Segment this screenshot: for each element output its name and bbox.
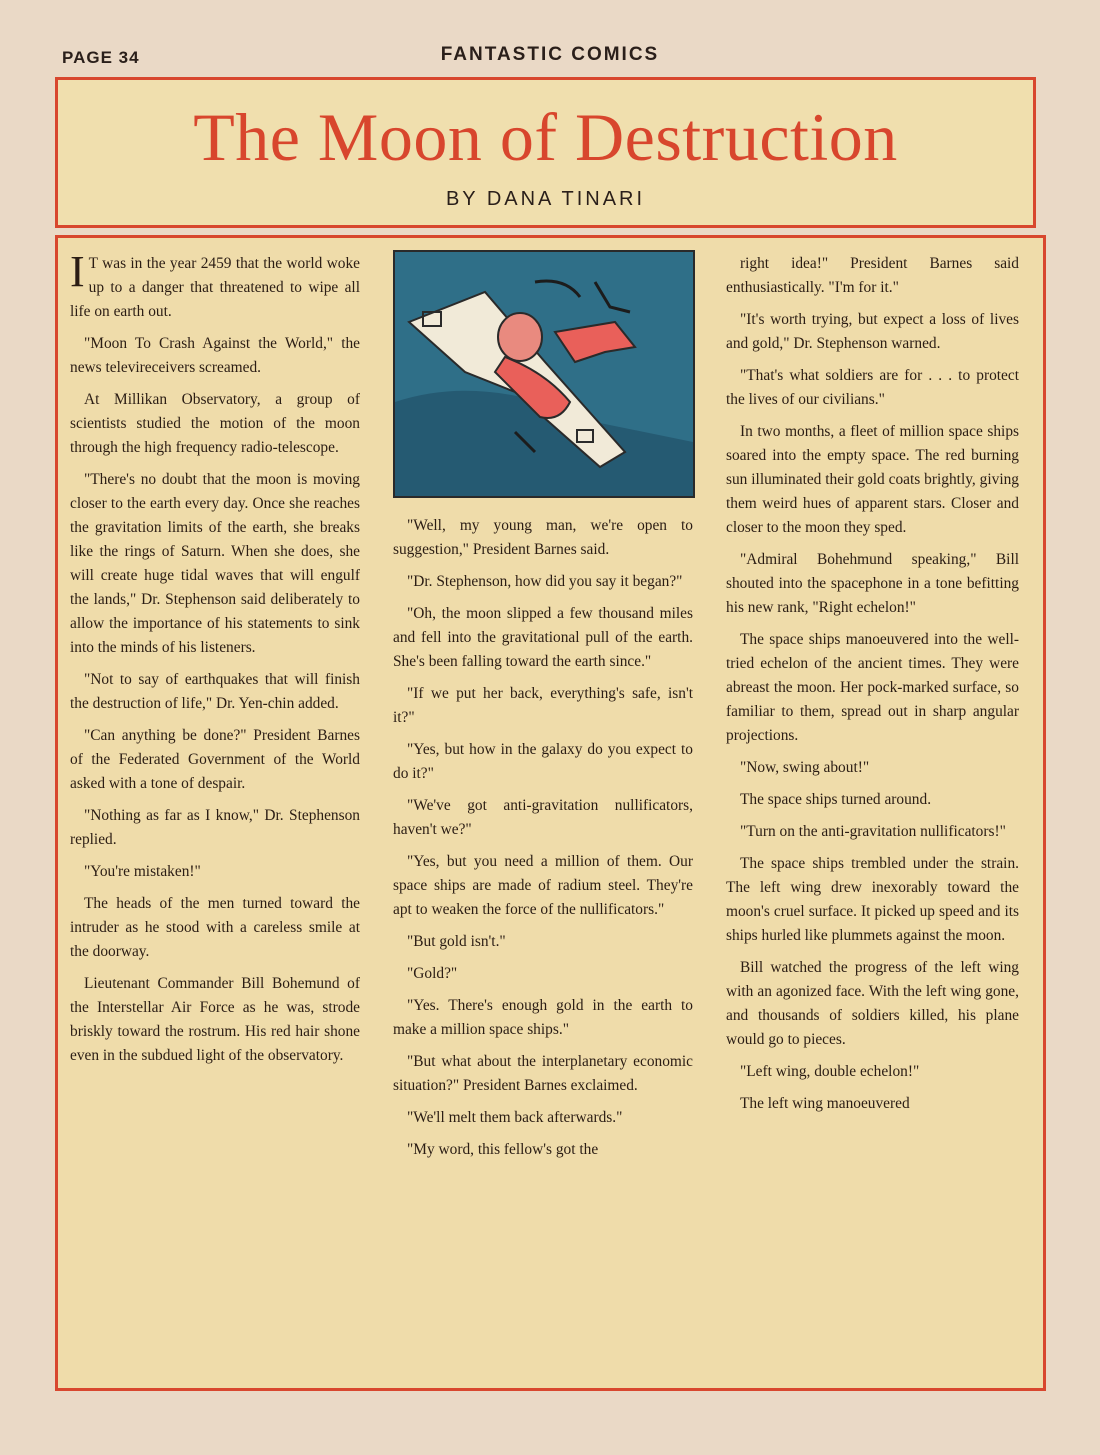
paragraph: "Oh, the moon slipped a few thousand miles and fell into the gravitational pull of the earth. She's been falling toward the earth since." [393,605,693,670]
paragraph: "You're mistaken!" [84,863,201,880]
paragraph: "Yes. There's enough gold in the earth to make a million space ships." [393,997,693,1038]
byline: BY DANA TINARI [445,188,646,210]
paragraph: The heads of the men turned toward the intruder as he stood with a careless smile at the doorway. [70,895,360,960]
paragraph: The left wing manoeuvered [740,1095,910,1112]
column-1 [70,247,360,1076]
paragraph: "We'll melt them back afterwards." [407,1109,623,1126]
opening-paragraph [70,247,360,324]
paragraph: At Millikan Observatory, a group of scientists studied the motion of the moon through the high frequency radio-telescope. [70,391,360,456]
paragraph: "There's no doubt that the moon is moving closer to the earth every day. Once she reaches the gravitation limits of the earth, she breaks like the rings of Saturn. When she does, she will create huge tidal waves that will engulf the lands," Dr. Stephenson said deliberately to allow the importance of his statements to sink into the minds of his listeners. [70,471,360,656]
paragraph: "Yes, but how in the galaxy do you expect to do it?" [393,741,693,782]
page-header [0,0,1100,80]
paragraph: "Dr. Stephenson, how did you say it began?" [407,573,683,590]
paragraph: "It's worth trying, but expect a loss of lives and gold," Dr. Stephenson warned. [726,311,1019,352]
story-title: The Moon of Destruction [193,99,898,175]
paragraph: "That's what soldiers are for . . . to protect the lives of our civilians." [726,367,1019,408]
column-3 [726,252,1019,1124]
paragraph: The space ships turned around. [740,791,932,808]
paragraph: "Admiral Bohehmund speaking," Bill shouted into the spacephone in a tone befitting his new rank, "Right echelon!" [726,551,1019,616]
paragraph: In two months, a fleet of million space ships soared into the empty space. The red burning sun illuminated their gold coats brightly, giving them weird hues of apparent stars. Closer and closer to the moon they sped. [726,423,1019,536]
column-2-paragraphs [393,514,693,1162]
paragraph: "Well, my young man, we're open to suggestion," President Barnes said. [393,517,693,558]
paragraph: The space ships manoeuvered into the well-tried echelon of the ancient times. They were abreast the moon. Her pock-marked surface, so familiar to them, spread out in sharp angular projections. [726,631,1019,744]
paragraph: "My word, this fellow's got the [407,1141,599,1158]
story-body [55,235,1046,1391]
column-1-paragraphs [70,332,360,1068]
paragraph: "Now, swing about!" [740,759,870,776]
magazine-title: FANTASTIC COMICS [440,44,660,65]
page-number: PAGE 34 [62,48,140,67]
story-illustration [393,250,695,498]
paragraph: "Moon To Crash Against the World," the news televireceivers screamed. [70,335,360,376]
column-2 [393,250,693,1170]
paragraph: The space ships trembled under the strain. The left wing drew inexorably toward the moon's cruel surface. It picked up speed and its ships hurled like plummets against the moon. [726,855,1019,944]
paragraph: right idea!" President Barnes said enthusiastically. "I'm for it." [726,255,1019,296]
paragraph: Lieutenant Commander Bill Bohemund of the Interstellar Air Force as he was, strode briskly toward the rostrum. His red hair shone even in the subdued light of the observatory. [70,975,360,1064]
paragraph: Bill watched the progress of the left wing with an agonized face. With the left wing gone, and thousands of soldiers killed, his plane would go to pieces. [726,959,1019,1048]
paragraph: "But gold isn't." [407,933,506,950]
drop-cap: I [70,247,85,296]
title-box [55,77,1036,228]
paragraph: "Can anything be done?" President Barnes of the Federated Government of the World asked with a tone of despair. [70,727,360,792]
paragraph: "Left wing, double echelon!" [740,1063,920,1080]
paragraph: "Yes, but you need a million of them. Our space ships are made of radium steel. They're apt to weaken the force of the nullificators." [393,853,693,918]
column-3-paragraphs [726,252,1019,1116]
paragraph: "We've got anti-gravitation nullificators, haven't we?" [393,797,693,838]
paragraph: "But what about the interplanetary economic situation?" President Barnes exclaimed. [393,1053,693,1094]
paragraph: "Not to say of earthquakes that will finish the destruction of life," Dr. Yen-chin added. [70,671,360,712]
opening-text: T was in the year 2459 that the world woke up to a danger that threatened to wipe all life on earth out. [70,255,360,320]
paragraph: "Gold?" [407,965,458,982]
paragraph: "Turn on the anti-gravitation nullificators!" [740,823,1006,840]
paragraph: "If we put her back, everything's safe, isn't it?" [393,685,693,726]
flying-hero-illustration [395,252,693,496]
paragraph: "Nothing as far as I know," Dr. Stephenson replied. [70,807,360,848]
